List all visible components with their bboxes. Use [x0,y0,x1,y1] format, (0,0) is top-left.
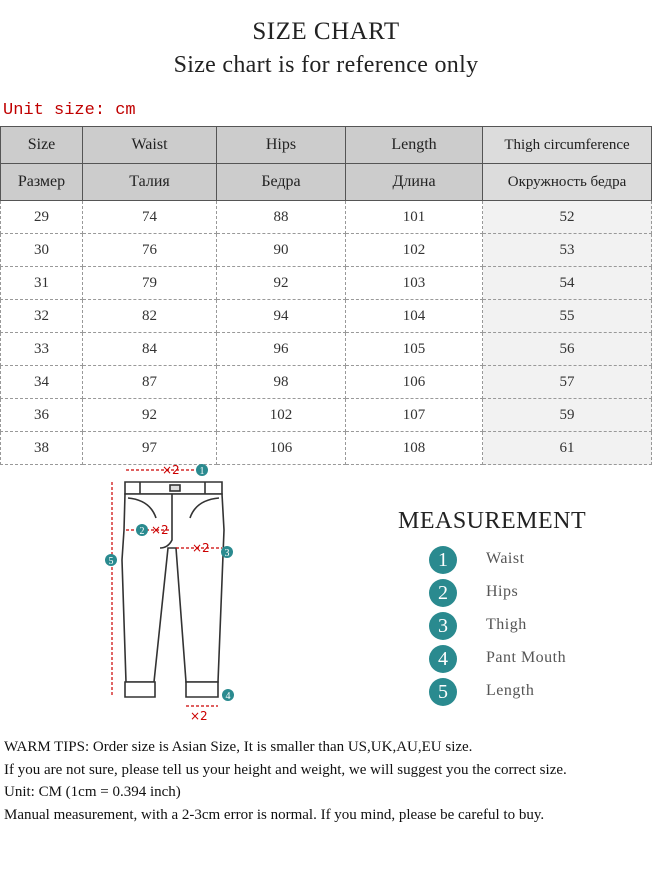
header-row-russian [1,164,652,201]
size-chart-subtitle: Size chart is for reference only [173,52,479,78]
warm-tips [4,736,650,826]
cell-thigh: 55 [483,300,652,333]
cell-hips: 98 [217,366,346,399]
cell-thigh: 54 [483,267,652,300]
cell-waist: 76 [83,234,217,267]
cell-size: 33 [1,333,83,366]
header-waist: Waist [83,127,217,164]
table-row [1,234,652,267]
cell-waist: 97 [83,432,217,465]
cell-hips: 94 [217,300,346,333]
marker-thigh: 3 [224,548,230,559]
cell-hips: 88 [217,201,346,234]
size-table [0,126,652,465]
marker-waist: 1 [199,466,205,477]
header-row-english [1,127,652,164]
pants-outline-icon [122,482,224,697]
cell-length: 107 [346,399,483,432]
cell-waist: 82 [83,300,217,333]
pant-mouth-multiplier: ×2 [190,709,208,723]
hips-multiplier: ×2 [151,523,169,537]
cell-size: 34 [1,366,83,399]
table-row [1,267,652,300]
header-hips-ru: Бедра [217,164,346,201]
cell-thigh: 59 [483,399,652,432]
cell-thigh: 56 [483,333,652,366]
number-3-icon: 3 [429,612,457,640]
legend-item-pant-mouth [429,645,649,675]
cell-waist: 87 [83,366,217,399]
thigh-multiplier: ×2 [192,541,210,555]
header-size-ru: Размер [1,164,83,201]
legend-item-waist [429,546,649,576]
legend-label-waist: Waist [486,550,525,567]
header-size: Size [1,127,83,164]
table-row [1,366,652,399]
tips-line-asian-size: WARM TIPS: Order size is Asian Size, It is smaller than US,UK,AU,EU size. [4,739,473,755]
size-chart-title: SIZE CHART [252,18,400,45]
cell-length: 108 [346,432,483,465]
cell-size: 38 [1,432,83,465]
legend-item-thigh [429,612,649,642]
legend-label-thigh: Thigh [486,616,527,633]
waist-multiplier: ×2 [162,463,180,477]
legend-item-length [429,678,649,708]
cell-hips: 106 [217,432,346,465]
cell-length: 101 [346,201,483,234]
cell-thigh: 52 [483,201,652,234]
cell-length: 104 [346,300,483,333]
cell-hips: 102 [217,399,346,432]
table-row [1,399,652,432]
cell-hips: 92 [217,267,346,300]
header-thigh-ru: Окружность бедра [483,164,652,201]
cell-thigh: 57 [483,366,652,399]
number-2-icon: 2 [429,579,457,607]
marker-pant-mouth: 4 [225,691,231,702]
legend-label-pant-mouth: Pant Mouth [486,649,567,666]
cell-size: 32 [1,300,83,333]
cell-waist: 74 [83,201,217,234]
legend-item-hips [429,579,649,609]
cell-waist: 84 [83,333,217,366]
tips-line-error: Manual measurement, with a 2-3cm error is normal. If you mind, please be careful to buy. [4,806,545,823]
tips-line-unit: Unit: CM (1cm = 0.394 inch) [4,784,181,800]
cell-length: 102 [346,234,483,267]
measurement-title: MEASUREMENT [398,508,587,534]
table-row [1,300,652,333]
cell-length: 106 [346,366,483,399]
pants-diagram [95,460,245,725]
cell-waist: 92 [83,399,217,432]
marker-hips: 2 [139,526,145,537]
header-length: Length [346,127,483,164]
header-hips: Hips [217,127,346,164]
number-4-icon: 4 [429,645,457,673]
legend-label-hips: Hips [486,583,519,600]
cell-thigh: 61 [483,432,652,465]
cell-hips: 90 [217,234,346,267]
number-5-icon: 5 [429,678,457,706]
cell-length: 103 [346,267,483,300]
cell-hips: 96 [217,333,346,366]
header-waist-ru: Талия [83,164,217,201]
legend-label-length: Length [486,682,535,699]
cell-thigh: 53 [483,234,652,267]
table-row [1,201,652,234]
cell-waist: 79 [83,267,217,300]
cell-size: 36 [1,399,83,432]
number-1-icon: 1 [429,546,457,574]
unit-label: Unit size: cm [3,101,136,120]
marker-length: 5 [108,556,114,567]
cell-length: 105 [346,333,483,366]
cell-size: 29 [1,201,83,234]
table-row [1,333,652,366]
header-thigh: Thigh circumference [483,127,652,164]
tips-line-height-weight: If you are not sure, please tell us your height and weight, we will suggest you the correct size. [4,761,567,778]
cell-size: 30 [1,234,83,267]
cell-size: 31 [1,267,83,300]
header-length-ru: Длина [346,164,483,201]
